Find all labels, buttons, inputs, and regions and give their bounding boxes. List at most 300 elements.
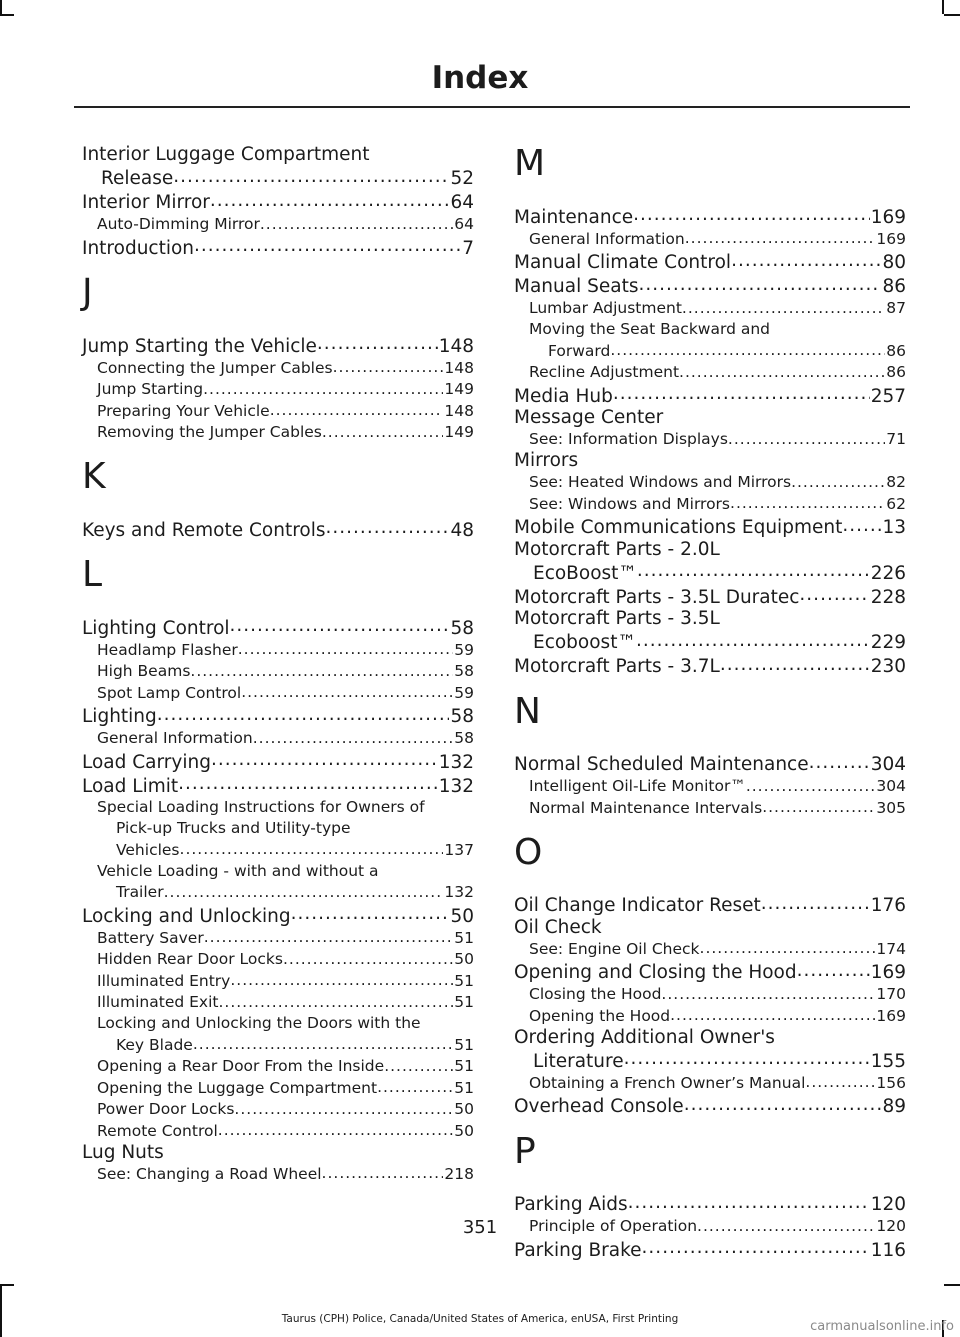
- entry-text: Parking Aids: [514, 1194, 628, 1215]
- index-subentry[interactable]: [514, 776, 906, 798]
- entry-text: Normal Scheduled Maintenance: [514, 754, 809, 775]
- page-ref[interactable]: 226: [870, 562, 906, 584]
- entry-text: Opening the Hood: [529, 1006, 671, 1025]
- entry-text: High Beams: [97, 662, 191, 680]
- index-group: [82, 144, 474, 259]
- page-ref[interactable]: 51: [454, 1078, 474, 1097]
- page-ref[interactable]: 304: [870, 754, 906, 775]
- crop-mark: [942, 0, 944, 14]
- dot-leader: [322, 422, 444, 438]
- index-entry[interactable]: [514, 274, 906, 298]
- index-subentry[interactable]: [82, 797, 474, 861]
- entry-text: Principle of Operation: [529, 1217, 698, 1235]
- dot-leader: [761, 893, 870, 912]
- dot-leader: [746, 776, 876, 792]
- entry-text: Mobile Communications Equipment: [514, 517, 843, 538]
- entry-text: Moving the Seat Backward and: [529, 320, 770, 338]
- dot-leader: [685, 228, 876, 244]
- entry-text: Overhead Console: [514, 1096, 684, 1117]
- page-ref[interactable]: 51: [454, 1057, 474, 1075]
- dot-leader: [230, 970, 453, 986]
- entry-line: [529, 298, 906, 320]
- entry-text: Manual Seats: [514, 276, 639, 297]
- entry-text: Spot Lamp Control: [97, 683, 242, 702]
- entry-line: [97, 949, 474, 971]
- index-column-left: [82, 144, 474, 1185]
- index-subentry[interactable]: [82, 639, 474, 661]
- entry-line: [529, 228, 906, 250]
- section-letter: M: [514, 143, 546, 184]
- entry-line: [514, 204, 906, 228]
- dot-leader: [684, 1094, 882, 1113]
- index-subentry[interactable]: [82, 1056, 474, 1078]
- index-group: [514, 144, 906, 678]
- index-subentry[interactable]: [82, 927, 474, 949]
- entry-line: [514, 654, 906, 678]
- index-subentry[interactable]: [514, 797, 906, 819]
- page-number: 351: [462, 1217, 498, 1238]
- entry-line: [529, 472, 906, 494]
- page-ref[interactable]: 229: [870, 632, 906, 653]
- page-ref[interactable]: 71: [886, 430, 906, 448]
- page-ref[interactable]: 58: [454, 662, 474, 680]
- entry-line: [97, 661, 474, 683]
- page-ref[interactable]: 58: [454, 729, 474, 747]
- entry-text: Connecting the Jumper Cables: [97, 358, 333, 377]
- section-letter: K: [82, 456, 106, 497]
- page-ref[interactable]: 82: [886, 473, 906, 491]
- page-ref[interactable]: 156: [876, 1073, 906, 1092]
- dot-leader: [682, 298, 885, 314]
- entry-line: [514, 274, 906, 298]
- entry-line: [82, 235, 474, 259]
- index-entry[interactable]: [514, 250, 906, 274]
- dot-leader: [210, 190, 450, 209]
- entry-text: See: Changing a Road Wheel: [97, 1164, 322, 1183]
- dot-leader: [624, 1048, 870, 1067]
- index-subentry[interactable]: [82, 214, 474, 236]
- index-subentry[interactable]: [82, 1099, 474, 1121]
- dot-leader: [241, 682, 453, 698]
- entry-line: [529, 938, 906, 960]
- index-group: [514, 833, 906, 1118]
- page-ref[interactable]: 50: [450, 905, 474, 927]
- page-ref[interactable]: 149: [444, 423, 474, 441]
- entry-text: Trailer: [116, 883, 164, 901]
- page-ref[interactable]: 155: [870, 1050, 906, 1072]
- dot-leader: [234, 1099, 453, 1115]
- dot-leader: [728, 429, 885, 445]
- dot-leader: [326, 517, 450, 536]
- index-entry[interactable]: [514, 584, 906, 608]
- entry-text: Opening a Rear Door From the Inside: [97, 1057, 385, 1075]
- index-entry[interactable]: [514, 450, 906, 472]
- entry-line: [529, 797, 906, 819]
- dot-leader: [679, 362, 885, 378]
- index-entry[interactable]: [514, 752, 906, 776]
- entry-text: Introduction: [82, 237, 195, 259]
- dot-leader: [730, 493, 885, 509]
- page-ref[interactable]: 58: [450, 617, 474, 639]
- index-entry[interactable]: [82, 903, 474, 927]
- page-ref[interactable]: 86: [886, 363, 906, 381]
- page-ref[interactable]: 58: [450, 706, 474, 727]
- dot-leader: [613, 383, 870, 402]
- index-subentry[interactable]: [82, 1120, 474, 1142]
- page-ref[interactable]: 176: [870, 895, 906, 916]
- index-entry[interactable]: [514, 407, 906, 429]
- page-ref[interactable]: 86: [886, 341, 906, 360]
- page-ref[interactable]: 48: [450, 519, 474, 541]
- page-ref[interactable]: 116: [870, 1239, 906, 1261]
- entry-line: [97, 422, 474, 444]
- dot-leader: [193, 1034, 453, 1050]
- index-entry[interactable]: [514, 204, 906, 228]
- entry-text: Opening and Closing the Hood: [514, 962, 797, 983]
- page-ref[interactable]: 64: [454, 215, 474, 233]
- entry-text: Pick-up Trucks and Utility-type: [116, 819, 351, 837]
- entry-text: Lumbar Adjustment: [529, 299, 682, 317]
- dot-leader: [253, 728, 454, 744]
- index-subentry[interactable]: [514, 319, 906, 362]
- page-ref[interactable]: 132: [444, 883, 474, 901]
- index-subentry[interactable]: [514, 298, 906, 320]
- page-ref[interactable]: 62: [886, 494, 906, 513]
- page-title: Index: [431, 60, 529, 96]
- page-ref[interactable]: 51: [454, 971, 474, 990]
- page-ref[interactable]: 148: [438, 335, 474, 357]
- page-ref[interactable]: 120: [876, 1217, 906, 1235]
- entry-text: Special Loading Instructions for Owners of: [97, 798, 425, 816]
- entry-text: Intelligent Oil-Life Monitor™: [529, 777, 746, 795]
- entry-line: [97, 1120, 474, 1142]
- entry-text: Recline Adjustment: [529, 363, 680, 381]
- entry-line: [97, 1077, 474, 1099]
- entry-line: [529, 340, 906, 362]
- index-entry[interactable]: [514, 960, 906, 984]
- entry-text: Normal Maintenance Intervals: [529, 798, 763, 817]
- dot-leader: [638, 274, 881, 293]
- index-subentry[interactable]: [82, 728, 474, 750]
- page-ref[interactable]: 305: [876, 798, 906, 817]
- index-entry[interactable]: [514, 515, 906, 539]
- index-subentry[interactable]: [514, 984, 906, 1006]
- index-subentry[interactable]: [82, 357, 474, 379]
- entry-text: Power Door Locks: [97, 1100, 235, 1118]
- entry-line: [97, 682, 474, 704]
- index-subentry[interactable]: [82, 379, 474, 401]
- page-ref[interactable]: 50: [454, 1121, 474, 1140]
- index-entry[interactable]: [82, 333, 474, 357]
- entry-text: Motorcraft Parts - 2.0L: [514, 538, 720, 560]
- entry-line: [514, 250, 906, 274]
- index-subentry[interactable]: [82, 1013, 474, 1056]
- entry-line: [97, 839, 474, 861]
- crop-mark: [0, 1284, 14, 1286]
- entry-text: Illuminated Entry: [97, 971, 231, 990]
- dot-leader: [636, 630, 870, 649]
- entry-line: [514, 893, 906, 917]
- index-subentry[interactable]: [514, 493, 906, 515]
- index-entry[interactable]: [82, 615, 474, 639]
- entry-line: [82, 615, 474, 639]
- dot-leader: [637, 560, 870, 579]
- dot-leader: [633, 204, 870, 223]
- dot-leader: [291, 903, 450, 922]
- index-subentry[interactable]: [82, 861, 474, 904]
- page-ref[interactable]: 137: [444, 840, 474, 859]
- dot-leader: [731, 250, 881, 269]
- index-entry[interactable]: [514, 608, 906, 654]
- entry-line: [97, 1056, 474, 1078]
- dot-leader: [180, 839, 444, 855]
- page-ref[interactable]: 86: [882, 276, 906, 297]
- index-group: [514, 1132, 906, 1262]
- page-ref[interactable]: 51: [454, 1035, 474, 1054]
- entry-text: Interior Luggage Compartment: [82, 144, 370, 165]
- entry-line: [97, 639, 474, 661]
- page-ref[interactable]: 89: [882, 1096, 906, 1117]
- index-subentry[interactable]: [514, 362, 906, 384]
- dot-leader: [377, 1077, 453, 1093]
- entry-text: Vehicles: [116, 840, 180, 859]
- index-subentry[interactable]: [82, 422, 474, 444]
- entry-text: EcoBoost™: [533, 562, 637, 584]
- index-subentry[interactable]: [514, 429, 906, 451]
- entry-text: Illuminated Exit: [97, 993, 219, 1011]
- page-ref[interactable]: 64: [450, 192, 474, 213]
- index-subentry[interactable]: [514, 938, 906, 960]
- entry-line: [97, 970, 474, 992]
- index-entry[interactable]: [514, 917, 906, 939]
- dot-leader: [322, 1163, 444, 1179]
- entry-line: [97, 882, 474, 904]
- footer-text: Taurus (CPH) Police, Canada/United States of America, enUSA, First Printing: [281, 1313, 679, 1325]
- page-ref[interactable]: 59: [454, 683, 474, 702]
- entry-line: [529, 429, 906, 451]
- index-subentry[interactable]: [82, 970, 474, 992]
- index-entry[interactable]: [82, 749, 474, 773]
- page-ref[interactable]: 169: [870, 206, 906, 228]
- dot-leader: [218, 1120, 454, 1136]
- index-entry[interactable]: [82, 1142, 474, 1164]
- page-ref[interactable]: 230: [870, 656, 906, 677]
- index-group: [514, 692, 906, 819]
- page-ref[interactable]: 132: [438, 751, 474, 773]
- page-ref[interactable]: 52: [450, 168, 474, 189]
- page-ref[interactable]: 50: [454, 1100, 474, 1118]
- index-entry[interactable]: [82, 704, 474, 728]
- entry-text: See: Information Displays: [529, 430, 728, 448]
- entry-line: [514, 752, 906, 776]
- index-entry[interactable]: [82, 144, 474, 190]
- entry-line: [514, 450, 906, 472]
- entry-line: [97, 400, 474, 422]
- page-ref[interactable]: 228: [870, 586, 906, 608]
- entry-line: [514, 407, 906, 429]
- dot-leader: [270, 400, 444, 416]
- entry-text: Literature: [533, 1050, 624, 1072]
- entry-text: Removing the Jumper Cables: [97, 423, 322, 441]
- page-ref[interactable]: 148: [444, 358, 474, 377]
- page-ref[interactable]: 218: [444, 1164, 474, 1183]
- index-entry[interactable]: [82, 517, 474, 541]
- index-subentry[interactable]: [82, 1077, 474, 1099]
- dot-leader: [791, 472, 885, 488]
- index-entry[interactable]: [514, 1192, 906, 1216]
- entry-line: [514, 1237, 906, 1261]
- page-ref[interactable]: 149: [444, 380, 474, 398]
- page-ref[interactable]: 120: [870, 1194, 906, 1215]
- entry-line: [82, 166, 474, 190]
- entry-line: [97, 1163, 474, 1185]
- entry-line: [82, 333, 474, 357]
- entry-line: [97, 357, 474, 379]
- index-subentry[interactable]: [82, 949, 474, 971]
- index-subentry[interactable]: [514, 228, 906, 250]
- section-letter: O: [514, 831, 543, 873]
- entry-text: Media Hub: [514, 385, 613, 407]
- entry-line: [97, 927, 474, 949]
- entry-line: [529, 493, 906, 515]
- entry-line: [514, 515, 906, 539]
- dot-leader: [283, 949, 453, 965]
- entry-line: [514, 960, 906, 984]
- page-ref[interactable]: 87: [886, 299, 906, 317]
- dot-leader: [628, 1192, 870, 1211]
- page-ref[interactable]: 169: [870, 962, 906, 983]
- page-ref[interactable]: 59: [454, 640, 474, 659]
- index-entry[interactable]: [82, 235, 474, 259]
- entry-text: Mirrors: [514, 450, 579, 471]
- index-entry[interactable]: [514, 1094, 906, 1118]
- entry-text: Locking and Unlocking the Doors with the: [97, 1014, 421, 1032]
- entry-line: [514, 917, 906, 939]
- dot-leader: [384, 1056, 453, 1072]
- entry-text: Headlamp Flasher: [97, 640, 238, 659]
- section-letter: J: [82, 272, 93, 313]
- index-entry[interactable]: [514, 383, 906, 407]
- page-ref[interactable]: 174: [876, 939, 906, 958]
- dot-leader: [157, 704, 450, 723]
- entry-line: [529, 1005, 906, 1027]
- entry-line: [82, 517, 474, 541]
- index-subentry[interactable]: [82, 992, 474, 1014]
- page-ref[interactable]: 51: [454, 928, 474, 947]
- entry-line: [514, 1192, 906, 1216]
- dot-leader: [164, 882, 444, 898]
- index-entry[interactable]: [82, 773, 474, 797]
- index-subentry[interactable]: [514, 1072, 906, 1094]
- entry-line: [514, 1048, 906, 1072]
- dot-leader: [762, 797, 875, 813]
- entry-text: Key Blade: [116, 1035, 193, 1054]
- entry-line: [97, 214, 474, 236]
- entry-text: Opening the Luggage Compartment: [97, 1078, 378, 1097]
- entry-text: Keys and Remote Controls: [82, 519, 326, 541]
- entry-line: [82, 190, 474, 214]
- entry-line: [529, 984, 906, 1006]
- index-subentry[interactable]: [82, 661, 474, 683]
- index-subentry[interactable]: [82, 1163, 474, 1185]
- entry-text: Locking and Unlocking: [82, 905, 291, 927]
- dot-leader: [333, 357, 444, 373]
- index-entry[interactable]: [514, 1027, 906, 1073]
- page-ref[interactable]: 169: [876, 1006, 906, 1025]
- page-ref[interactable]: 132: [438, 775, 474, 797]
- page-ref[interactable]: 80: [882, 252, 906, 273]
- crop-mark: [944, 14, 960, 16]
- page-ref[interactable]: 50: [454, 950, 474, 968]
- index-entry[interactable]: [514, 654, 906, 678]
- entry-text: Message Center: [514, 407, 664, 428]
- entry-text: General Information: [529, 229, 685, 248]
- entry-line: [97, 379, 474, 401]
- page-ref[interactable]: 13: [882, 517, 906, 538]
- entry-line: [514, 584, 906, 608]
- entry-text: Obtaining a French Owner’s Manual: [529, 1073, 806, 1092]
- entry-text: Remote Control: [97, 1121, 218, 1140]
- index-group: [82, 273, 474, 443]
- entry-line: [82, 1142, 474, 1164]
- entry-line: [514, 383, 906, 407]
- entry-text: Auto-Dimming Mirror: [97, 215, 260, 233]
- index-entry[interactable]: [82, 190, 474, 214]
- entry-text: General Information: [97, 729, 253, 747]
- index-entry[interactable]: [514, 1237, 906, 1261]
- page-ref[interactable]: 148: [444, 401, 474, 420]
- entry-text: Motorcraft Parts - 3.5L Duratec: [514, 586, 800, 608]
- watermark: carmanualsonline.info: [810, 1319, 954, 1334]
- entry-line: [82, 903, 474, 927]
- index-entry[interactable]: [514, 539, 906, 585]
- entry-line: [82, 749, 474, 773]
- dot-leader: [720, 654, 870, 673]
- entry-text: Vehicle Loading - with and without a: [97, 861, 379, 880]
- entry-text: Lighting Control: [82, 617, 230, 639]
- index-subentry[interactable]: [514, 1005, 906, 1027]
- entry-text: Ordering Additional Owner's: [514, 1026, 775, 1048]
- page-ref[interactable]: 304: [876, 777, 906, 795]
- page-ref[interactable]: 257: [870, 385, 906, 407]
- index-subentry[interactable]: [514, 472, 906, 494]
- dot-leader: [670, 1005, 875, 1021]
- entry-text: Motorcraft Parts - 3.7L: [514, 656, 720, 677]
- page-ref[interactable]: 170: [876, 985, 906, 1003]
- dot-leader: [173, 166, 449, 185]
- entry-text: Load Carrying: [82, 751, 211, 773]
- index-entry[interactable]: [514, 893, 906, 917]
- entry-text: Parking Brake: [514, 1239, 642, 1261]
- index-subentry[interactable]: [82, 400, 474, 422]
- entry-text: See: Engine Oil Check: [529, 939, 700, 958]
- page-ref[interactable]: 51: [454, 993, 474, 1011]
- entry-line: [514, 630, 906, 654]
- dot-leader: [203, 379, 443, 395]
- entry-text: Forward: [548, 341, 611, 360]
- entry-text: Closing the Hood: [529, 985, 662, 1003]
- entry-line: [97, 728, 474, 750]
- entry-text: Jump Starting: [97, 380, 204, 398]
- page-ref[interactable]: 7: [462, 237, 474, 259]
- dot-leader: [809, 752, 870, 771]
- dot-leader: [661, 984, 875, 1000]
- index-subentry[interactable]: [82, 682, 474, 704]
- page-ref[interactable]: 169: [876, 229, 906, 248]
- entry-line: [529, 776, 906, 798]
- crop-mark: [944, 1284, 960, 1286]
- entry-text: See: Windows and Mirrors: [529, 494, 731, 513]
